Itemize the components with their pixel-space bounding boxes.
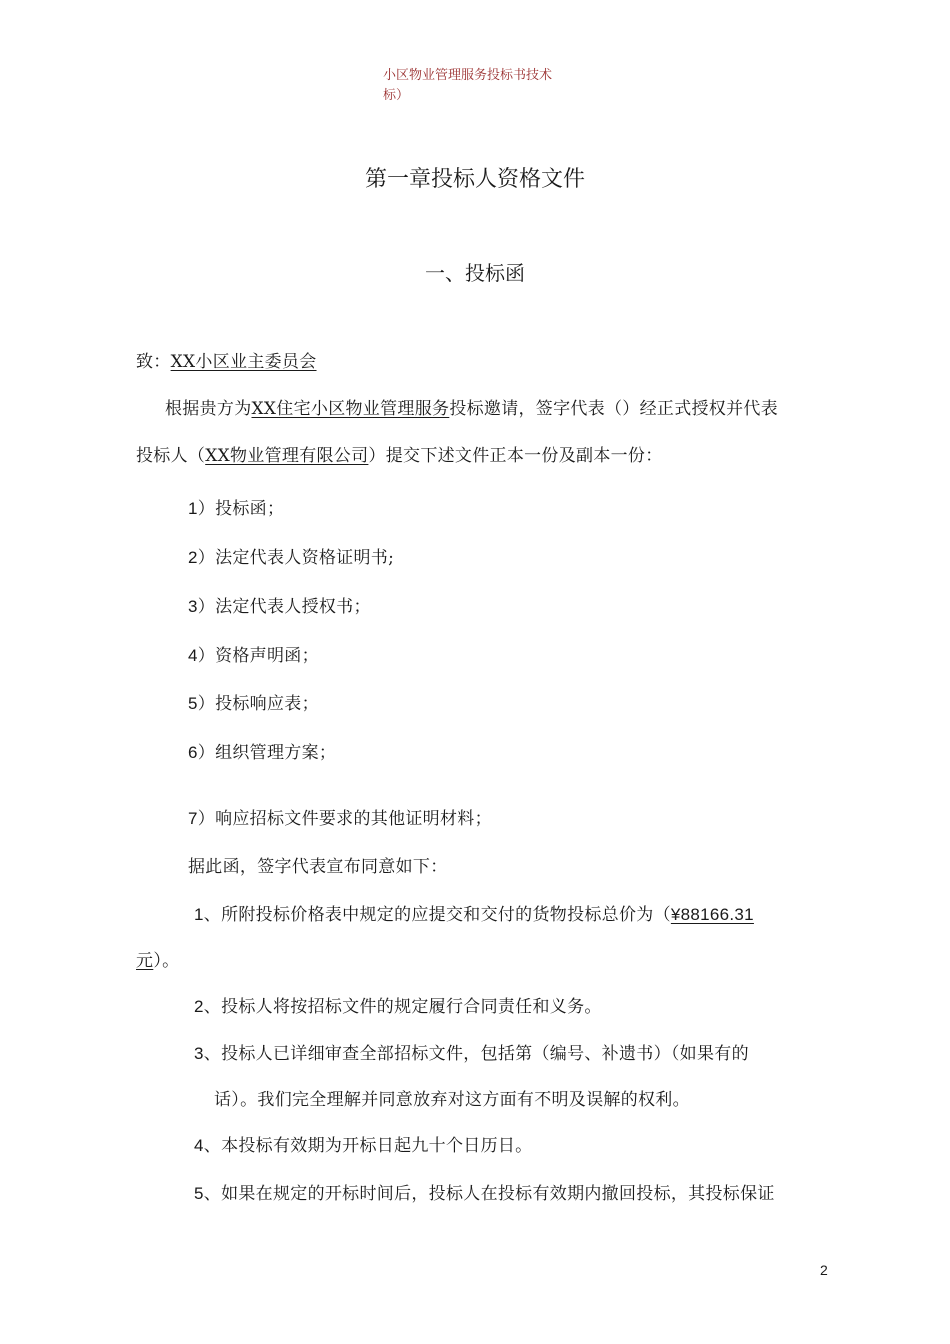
intro-text-1: 根据贵方为 bbox=[165, 399, 252, 419]
company-name: XX物业管理有限公司 bbox=[205, 446, 369, 466]
section-title: 一、投标函 bbox=[425, 261, 525, 285]
list-item: 6）组织管理方案； bbox=[188, 743, 337, 763]
bid-price: ¥88166.31 bbox=[670, 905, 754, 924]
term-3-line-2: 话）。我们完全理解并同意放弃对这方面有不明及误解的权利。 bbox=[214, 1090, 690, 1110]
term-1-line-1: 1、所附投标价格表中规定的应提交和交付的货物投标总价为（¥88166.31 bbox=[194, 905, 754, 925]
list-item: 4）资格声明函； bbox=[188, 646, 319, 666]
bid-price-unit: 元 bbox=[136, 951, 154, 971]
intro-line-2 bbox=[136, 441, 663, 466]
intro-text-2: 投标邀请，签字代表（）经正式授权并代表 bbox=[449, 399, 779, 419]
intro-text-4: ）提交下述文件正本一份及副本一份： bbox=[368, 446, 663, 466]
term-1-line-2: 元）。 bbox=[136, 951, 180, 971]
list-item: 3）法定代表人授权书； bbox=[188, 597, 371, 617]
header-line-1: 小区物业管理服务投标书技术 bbox=[383, 68, 553, 83]
list-item: 1）投标函； bbox=[188, 499, 285, 519]
declaration: 据此函，签字代表宣布同意如下： bbox=[188, 857, 448, 877]
page-number: 2 bbox=[820, 1262, 828, 1278]
list-item: 7）响应招标文件要求的其他证明材料； bbox=[188, 809, 492, 829]
recipient-name: XX小区业主委员会 bbox=[170, 352, 317, 372]
term-4: 4、本投标有效期为开标日起九十个日历日。 bbox=[194, 1136, 533, 1156]
list-item: 5）投标响应表； bbox=[188, 694, 319, 714]
recipient-prefix: 致： bbox=[136, 352, 171, 372]
chapter-title: 第一章投标人资格文件 bbox=[364, 167, 585, 192]
list-item: 2）法定代表人资格证明书; bbox=[188, 548, 395, 568]
term-5: 5、如果在规定的开标时间后，投标人在投标有效期内撤回投标，其投标保证 bbox=[194, 1184, 775, 1204]
intro-line-1 bbox=[165, 394, 778, 419]
recipient-line bbox=[136, 347, 317, 372]
header-line-2: 标） bbox=[383, 88, 410, 103]
project-name: XX住宅小区物业管理服务 bbox=[251, 399, 450, 419]
running-header bbox=[383, 66, 603, 106]
intro-text-3: 投标人（ bbox=[136, 446, 206, 466]
term-2: 2、投标人将按招标文件的规定履行合同责任和义务。 bbox=[194, 997, 602, 1017]
term-3-line-1: 3、投标人已详细审查全部招标文件，包括第（编号、补遗书）（如果有的 bbox=[194, 1044, 749, 1064]
